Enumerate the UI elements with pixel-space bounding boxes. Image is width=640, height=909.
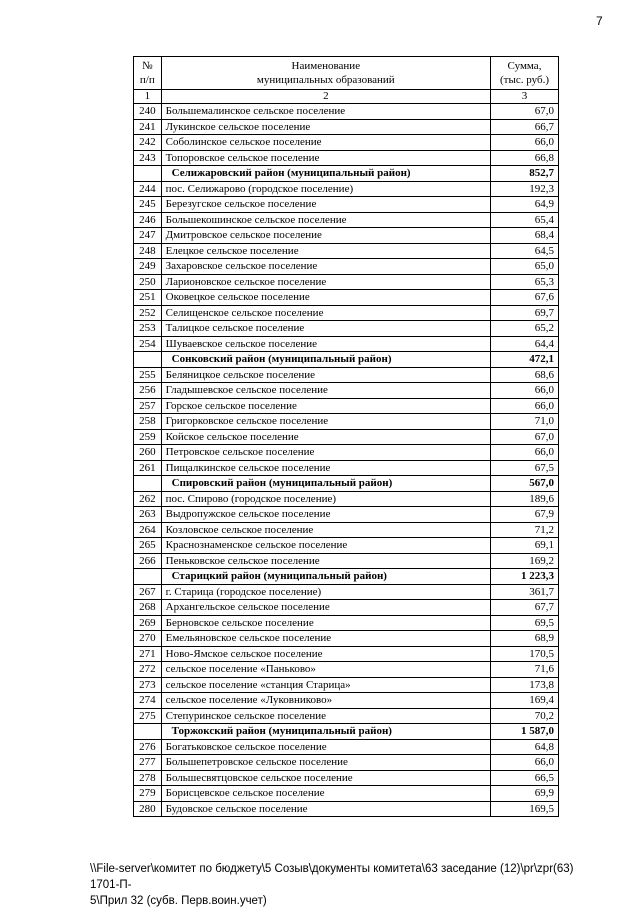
row-name: Козловское сельское поселение <box>161 522 490 538</box>
row-sum: 69,9 <box>491 786 559 802</box>
row-sum: 361,7 <box>491 584 559 600</box>
row-name: Гладышевское сельское поселение <box>161 383 490 399</box>
row-number: 256 <box>134 383 162 399</box>
table-row <box>134 693 559 709</box>
row-name: Захаровское сельское поселение <box>161 259 490 275</box>
row-number: 260 <box>134 445 162 461</box>
row-number: 264 <box>134 522 162 538</box>
table-row <box>134 770 559 786</box>
table-row <box>134 631 559 647</box>
row-number: 248 <box>134 243 162 259</box>
table-row <box>134 491 559 507</box>
row-sum: 69,1 <box>491 538 559 554</box>
row-name: Березугское сельское поселение <box>161 197 490 213</box>
row-sum: 64,9 <box>491 197 559 213</box>
row-sum: 65,3 <box>491 274 559 290</box>
row-sum: 64,8 <box>491 739 559 755</box>
row-sum: 67,6 <box>491 290 559 306</box>
row-number: 242 <box>134 135 162 151</box>
row-name: Краснознаменское сельское поселение <box>161 538 490 554</box>
row-name: Селижаровский район (муниципальный район) <box>161 166 490 182</box>
row-name: Торжокский район (муниципальный район) <box>161 724 490 740</box>
row-sum: 192,3 <box>491 181 559 197</box>
district-row <box>134 724 559 740</box>
row-number: 270 <box>134 631 162 647</box>
row-name: Селищенское сельское поселение <box>161 305 490 321</box>
row-name: Спировский район (муниципальный район) <box>161 476 490 492</box>
row-number: 263 <box>134 507 162 523</box>
row-sum: 64,5 <box>491 243 559 259</box>
row-sum: 66,0 <box>491 398 559 414</box>
row-sum: 1 223,3 <box>491 569 559 585</box>
row-name: Дмитровское сельское поселение <box>161 228 490 244</box>
row-name: Григорковское сельское поселение <box>161 414 490 430</box>
row-name: Топоровское сельское поселение <box>161 150 490 166</box>
row-name: пос. Спирово (городское поселение) <box>161 491 490 507</box>
row-sum: 71,0 <box>491 414 559 430</box>
row-name: Борисцевское сельское поселение <box>161 786 490 802</box>
row-sum: 71,2 <box>491 522 559 538</box>
row-sum: 66,0 <box>491 383 559 399</box>
row-name: Выдропужское сельское поселение <box>161 507 490 523</box>
header-number-line1: № <box>142 60 153 72</box>
row-name: Большемалинское сельское поселение <box>161 104 490 120</box>
table-row <box>134 615 559 631</box>
row-number <box>134 724 162 740</box>
row-sum: 67,7 <box>491 600 559 616</box>
header-name <box>161 57 490 90</box>
table-row <box>134 290 559 306</box>
row-name: Большекошинское сельское поселение <box>161 212 490 228</box>
table-body <box>134 104 559 817</box>
row-sum: 189,6 <box>491 491 559 507</box>
row-sum: 567,0 <box>491 476 559 492</box>
row-name: Богатьковское сельское поселение <box>161 739 490 755</box>
table-row <box>134 801 559 817</box>
row-number: 247 <box>134 228 162 244</box>
table-row <box>134 739 559 755</box>
row-number: 276 <box>134 739 162 755</box>
header-number <box>134 57 162 90</box>
row-number: 261 <box>134 460 162 476</box>
row-name: Архангельское сельское поселение <box>161 600 490 616</box>
header-name-line1: Наименование <box>291 60 361 72</box>
row-name: Беляницкое сельское поселение <box>161 367 490 383</box>
row-sum: 68,4 <box>491 228 559 244</box>
table-row <box>134 553 559 569</box>
row-name: Сонковский район (муниципальный район) <box>161 352 490 368</box>
row-number: 241 <box>134 119 162 135</box>
row-number: 265 <box>134 538 162 554</box>
header-sum-line1: Сумма, <box>507 60 542 72</box>
row-sum: 67,0 <box>491 429 559 445</box>
row-name: г. Старица (городское поселение) <box>161 584 490 600</box>
district-row <box>134 352 559 368</box>
table-row <box>134 243 559 259</box>
row-number: 273 <box>134 677 162 693</box>
row-name: Степуринское сельское поселение <box>161 708 490 724</box>
row-number: 268 <box>134 600 162 616</box>
row-sum: 67,9 <box>491 507 559 523</box>
table-row <box>134 662 559 678</box>
row-name: Большепетровское сельское поселение <box>161 755 490 771</box>
row-number: 271 <box>134 646 162 662</box>
row-sum: 67,5 <box>491 460 559 476</box>
row-name: пос. Селижарово (городское поселение) <box>161 181 490 197</box>
row-name: сельское поселение «Паньково» <box>161 662 490 678</box>
table-row <box>134 119 559 135</box>
row-name: Старицкий район (муниципальный район) <box>161 569 490 585</box>
row-number: 267 <box>134 584 162 600</box>
table-row <box>134 197 559 213</box>
table-row <box>134 259 559 275</box>
row-number: 252 <box>134 305 162 321</box>
row-name: Лукинское сельское поселение <box>161 119 490 135</box>
table-row <box>134 786 559 802</box>
row-name: Ларионовское сельское поселение <box>161 274 490 290</box>
row-sum: 170,5 <box>491 646 559 662</box>
table-row <box>134 181 559 197</box>
row-number: 278 <box>134 770 162 786</box>
table-header-row <box>134 57 559 90</box>
footer-line-2: 5\Прил 32 (субв. Перв.воин.учет) <box>90 895 267 907</box>
row-sum: 66,0 <box>491 135 559 151</box>
row-sum: 1 587,0 <box>491 724 559 740</box>
row-name: Соболинское сельское поселение <box>161 135 490 151</box>
row-number: 266 <box>134 553 162 569</box>
row-number: 275 <box>134 708 162 724</box>
table-row <box>134 677 559 693</box>
district-row <box>134 166 559 182</box>
footer-line-1: \\File-server\комитет по бюджету\5 Созыв\документы комитета\63 заседание (12)\pr\zpr(63) 1701-П- <box>90 863 574 891</box>
row-number: 251 <box>134 290 162 306</box>
table-row <box>134 321 559 337</box>
table-row <box>134 507 559 523</box>
file-path-footer <box>90 861 600 909</box>
row-name: Оковецкое сельское поселение <box>161 290 490 306</box>
row-number <box>134 569 162 585</box>
row-name: Горское сельское поселение <box>161 398 490 414</box>
district-row <box>134 476 559 492</box>
row-name: Большесвятцовское сельское поселение <box>161 770 490 786</box>
table-row <box>134 414 559 430</box>
row-number: 246 <box>134 212 162 228</box>
row-number: 258 <box>134 414 162 430</box>
row-sum: 66,0 <box>491 445 559 461</box>
row-sum: 69,7 <box>491 305 559 321</box>
column-index-2: 2 <box>161 90 490 104</box>
row-number: 272 <box>134 662 162 678</box>
row-sum: 66,5 <box>491 770 559 786</box>
table-row <box>134 445 559 461</box>
row-number: 244 <box>134 181 162 197</box>
row-name: Пеньковское сельское поселение <box>161 553 490 569</box>
row-name: сельское поселение «Луковниково» <box>161 693 490 709</box>
table-row <box>134 336 559 352</box>
row-sum: 65,4 <box>491 212 559 228</box>
row-number: 250 <box>134 274 162 290</box>
table-row <box>134 600 559 616</box>
row-sum: 65,2 <box>491 321 559 337</box>
row-sum: 67,0 <box>491 104 559 120</box>
row-sum: 68,6 <box>491 367 559 383</box>
table-row <box>134 522 559 538</box>
table-row <box>134 755 559 771</box>
row-number: 253 <box>134 321 162 337</box>
row-number: 277 <box>134 755 162 771</box>
row-sum: 71,6 <box>491 662 559 678</box>
row-name: Ново-Ямское сельское поселение <box>161 646 490 662</box>
table-row <box>134 305 559 321</box>
row-number <box>134 476 162 492</box>
header-number-line2: п/п <box>139 74 155 86</box>
row-name: Емельяновское сельское поселение <box>161 631 490 647</box>
row-sum: 68,9 <box>491 631 559 647</box>
row-name: Петровское сельское поселение <box>161 445 490 461</box>
row-number: 280 <box>134 801 162 817</box>
row-number <box>134 352 162 368</box>
row-sum: 169,2 <box>491 553 559 569</box>
row-number: 254 <box>134 336 162 352</box>
row-sum: 852,7 <box>491 166 559 182</box>
table-row <box>134 708 559 724</box>
header-name-line2: муниципальных образований <box>256 74 395 86</box>
header-sum-line2: (тыс. руб.) <box>500 74 549 86</box>
table-row <box>134 274 559 290</box>
row-name: Шуваевское сельское поселение <box>161 336 490 352</box>
column-index-3: 3 <box>491 90 559 104</box>
row-sum: 169,4 <box>491 693 559 709</box>
table-row <box>134 104 559 120</box>
table-row <box>134 429 559 445</box>
row-name: сельское поселение «станция Старица» <box>161 677 490 693</box>
table-row <box>134 228 559 244</box>
row-sum: 472,1 <box>491 352 559 368</box>
row-number: 257 <box>134 398 162 414</box>
page-number: 7 <box>596 14 603 28</box>
row-number: 274 <box>134 693 162 709</box>
table-row <box>134 584 559 600</box>
row-sum: 169,5 <box>491 801 559 817</box>
row-number: 249 <box>134 259 162 275</box>
table-row <box>134 646 559 662</box>
row-name: Елецкое сельское поселение <box>161 243 490 259</box>
table-row <box>134 367 559 383</box>
row-number: 240 <box>134 104 162 120</box>
row-name: Будовское сельское поселение <box>161 801 490 817</box>
row-number <box>134 166 162 182</box>
row-sum: 65,0 <box>491 259 559 275</box>
row-name: Койское сельское поселение <box>161 429 490 445</box>
row-name: Пищалкинское сельское поселение <box>161 460 490 476</box>
row-sum: 66,8 <box>491 150 559 166</box>
table-row <box>134 383 559 399</box>
row-sum: 66,0 <box>491 755 559 771</box>
table-row <box>134 398 559 414</box>
row-sum: 66,7 <box>491 119 559 135</box>
row-sum: 64,4 <box>491 336 559 352</box>
row-sum: 173,8 <box>491 677 559 693</box>
table-row <box>134 135 559 151</box>
district-row <box>134 569 559 585</box>
row-number: 279 <box>134 786 162 802</box>
table-row <box>134 538 559 554</box>
row-number: 269 <box>134 615 162 631</box>
column-index-1: 1 <box>134 90 162 104</box>
table-row <box>134 460 559 476</box>
row-number: 243 <box>134 150 162 166</box>
row-name: Талицкое сельское поселение <box>161 321 490 337</box>
row-sum: 69,5 <box>491 615 559 631</box>
table-row <box>134 212 559 228</box>
row-number: 245 <box>134 197 162 213</box>
column-index-row <box>134 90 559 104</box>
row-sum: 70,2 <box>491 708 559 724</box>
table-row <box>134 150 559 166</box>
header-sum <box>491 57 559 90</box>
row-number: 262 <box>134 491 162 507</box>
row-number: 255 <box>134 367 162 383</box>
row-number: 259 <box>134 429 162 445</box>
row-name: Берновское сельское поселение <box>161 615 490 631</box>
budget-table <box>133 56 559 817</box>
